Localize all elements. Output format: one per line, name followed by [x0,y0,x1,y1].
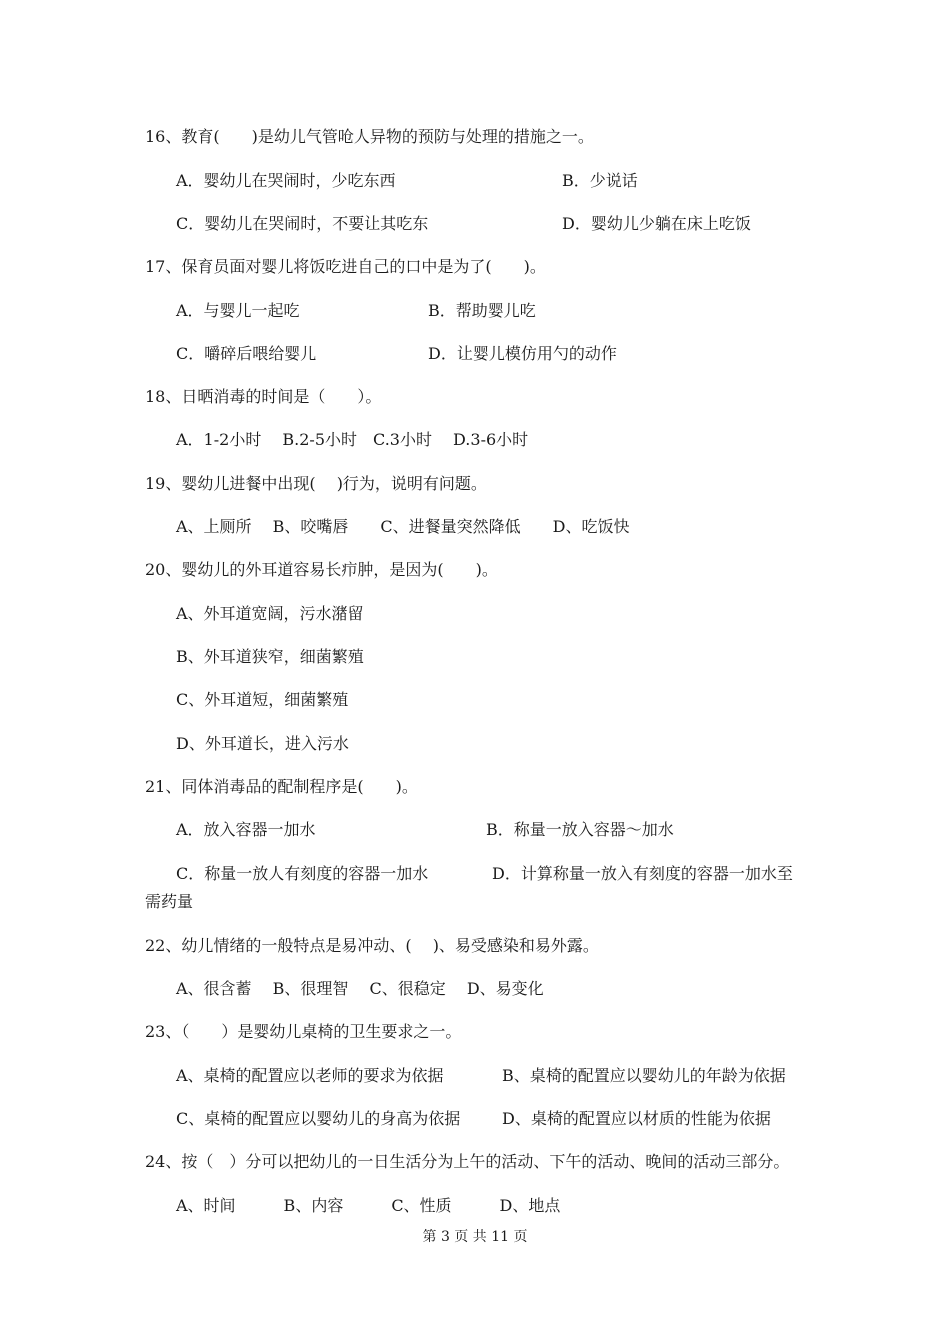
question-18-stem: 18、日晒消毒的时间是（ ）。 [145,387,382,406]
question-21-option-b: B．称量一放入容器～加水 [486,820,674,839]
question-17-option-b: B．帮助婴儿吃 [428,301,536,320]
question-21-option-a: A．放入容器一加水 [176,820,316,839]
question-16-option-b: B．少说话 [562,171,638,190]
question-23-option-c: C、桌椅的配置应以婴幼儿的身高为依据 [176,1109,461,1128]
question-17-stem: 17、保育员面对婴儿将饭吃进自己的口中是为了( )。 [145,257,546,276]
question-23-stem: 23、（ ）是婴幼儿桌椅的卫生要求之一。 [145,1022,462,1041]
question-16-option-d: D．婴幼儿少躺在床上吃饭 [562,214,751,233]
question-16-stem: 16、教育( )是幼儿气管呛人异物的预防与处理的措施之一。 [145,127,594,146]
question-16-option-a: A．婴幼儿在哭闹时，少吃东西 [176,171,396,190]
question-20-option-d: D、外耳道长，进入污水 [176,734,349,753]
question-21-option-c: C．称量一放人有刻度的容器一加水 [176,864,429,883]
question-23-option-a: A、桌椅的配置应以老师的要求为依据 [176,1066,444,1085]
question-20-option-b: B、外耳道狭窄，细菌繁殖 [176,647,364,666]
question-17-option-d: D．让婴儿模仿用勺的动作 [428,344,617,363]
question-20-stem: 20、婴幼儿的外耳道容易长疖肿，是因为( )。 [145,560,498,579]
question-17-option-a: A．与婴儿一起吃 [176,301,300,320]
question-22-options: A、很含蓄 B、很理智 C、很稳定 D、易变化 [176,979,544,998]
question-19-stem: 19、婴幼儿进餐中出现( )行为，说明有问题。 [145,474,487,493]
question-21-stem: 21、同体消毒品的配制程序是( )。 [145,777,418,796]
page-footer: 第 3 页 共 11 页 [422,1229,528,1245]
question-20-option-c: C、外耳道短，细菌繁殖 [176,690,349,709]
question-23-option-d: D、桌椅的配置应以材质的性能为依据 [502,1109,771,1128]
question-24-options: A、时间 B、内容 C、性质 D、地点 [176,1196,561,1215]
question-20-option-a: A、外耳道宽阔，污水潴留 [176,604,364,623]
question-18-options: A．1-2小时 B.2-5小时 C.3小时 D.3-6小时 [176,430,529,449]
question-16-option-c: C．婴幼儿在哭闹时，不要让其吃东 [176,214,429,233]
question-21-option-d: D．计算称量一放入有刻度的容器一加水至 [492,864,793,883]
question-17-option-c: C．嚼碎后喂给婴儿 [176,344,317,363]
question-23-option-b: B、桌椅的配置应以婴幼儿的年龄为依据 [502,1066,786,1085]
question-19-options: A、上厕所 B、咬嘴唇 C、进餐量突然降低 D、吃饭快 [176,517,630,536]
question-22-stem: 22、幼儿情绪的一般特点是易冲动、( )、易受感染和易外露。 [145,936,599,955]
question-21-option-d-continued: 需药量 [145,892,194,911]
question-24-stem: 24、按（ ）分可以把幼儿的一日生活分为上午的活动、下午的活动、晚间的活动三部分。 [145,1152,790,1171]
